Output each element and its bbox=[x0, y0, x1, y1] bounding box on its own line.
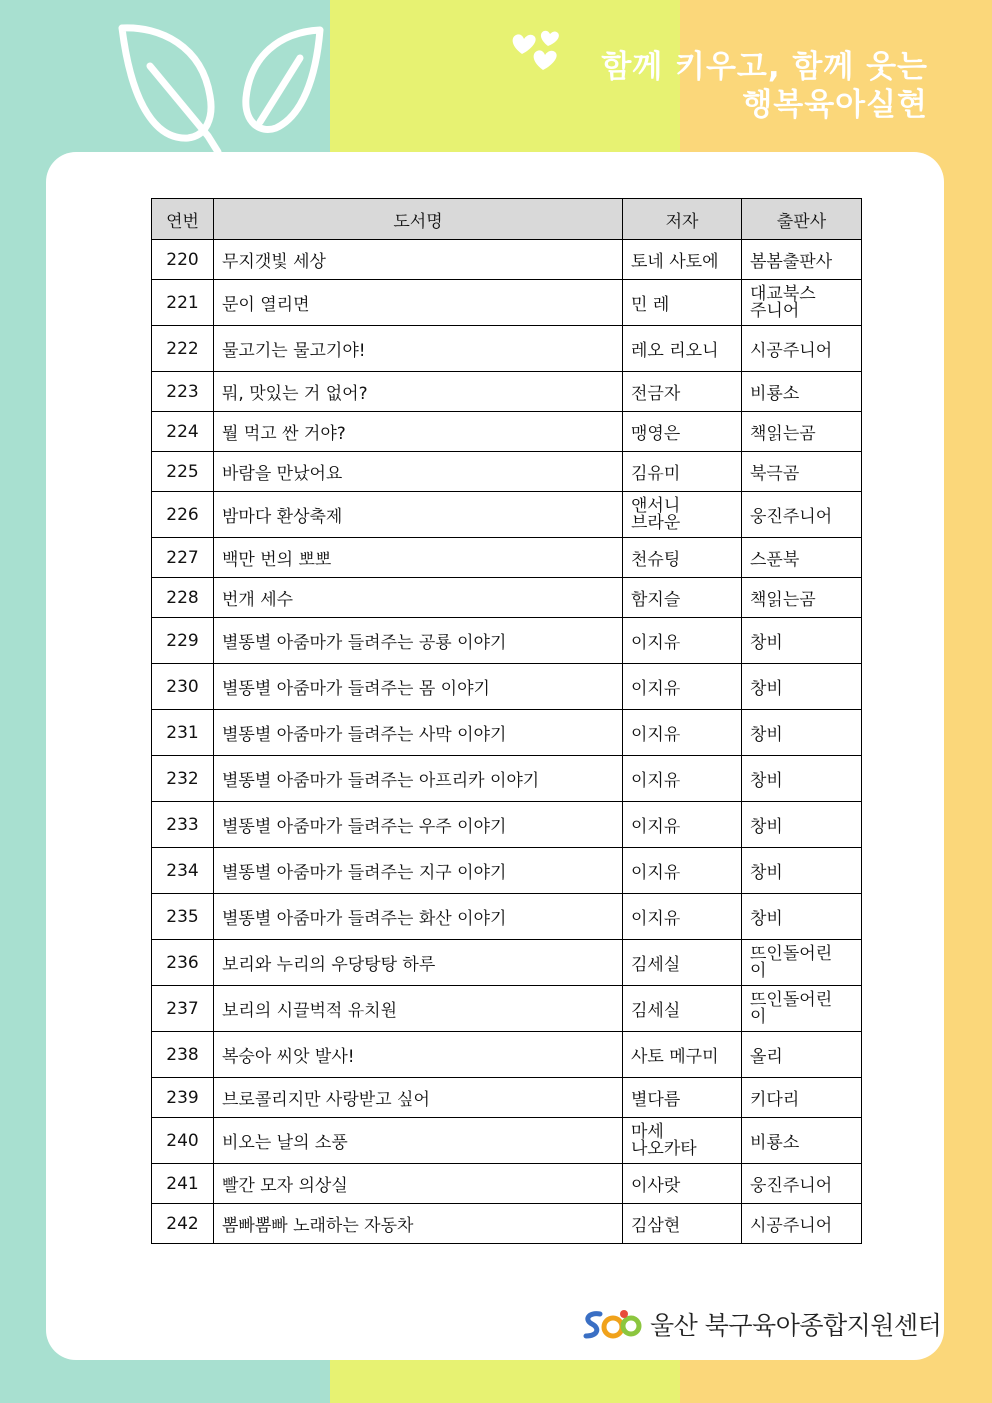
cell-author: 이지유 bbox=[623, 710, 742, 756]
cell-publisher: 올리 bbox=[742, 1032, 862, 1078]
table-row bbox=[152, 756, 862, 802]
cell-number: 233 bbox=[152, 802, 214, 848]
table-row bbox=[152, 492, 862, 538]
cell-title: 비오는 날의 소풍 bbox=[214, 1118, 623, 1164]
cell-publisher: 북극곰 bbox=[742, 452, 862, 492]
cell-number: 237 bbox=[152, 986, 214, 1032]
cell-title: 뽐빠뽐빠 노래하는 자동차 bbox=[214, 1204, 623, 1244]
cell-number: 239 bbox=[152, 1078, 214, 1118]
cell-publisher: 대교북스 주니어 bbox=[742, 280, 862, 326]
column-header-number: 연번 bbox=[152, 199, 214, 240]
cell-publisher: 창비 bbox=[742, 848, 862, 894]
cell-publisher: 뜨인돌어린 이 bbox=[742, 940, 862, 986]
cell-number: 238 bbox=[152, 1032, 214, 1078]
cell-publisher: 시공주니어 bbox=[742, 1204, 862, 1244]
table-row bbox=[152, 618, 862, 664]
table-row bbox=[152, 372, 862, 412]
cell-author: 이사랏 bbox=[623, 1164, 742, 1204]
cell-number: 226 bbox=[152, 492, 214, 538]
cell-title: 뭘 먹고 싼 거야? bbox=[214, 412, 623, 452]
table-row bbox=[152, 1078, 862, 1118]
cell-publisher: 뜨인돌어린 이 bbox=[742, 986, 862, 1032]
cell-publisher: 웅진주니어 bbox=[742, 1164, 862, 1204]
cell-author: 별다름 bbox=[623, 1078, 742, 1118]
cell-author: 김삼현 bbox=[623, 1204, 742, 1244]
cell-publisher: 창비 bbox=[742, 618, 862, 664]
cell-number: 225 bbox=[152, 452, 214, 492]
table-header-row bbox=[152, 199, 862, 240]
cell-author: 이지유 bbox=[623, 756, 742, 802]
cell-title: 뭐, 맛있는 거 없어? bbox=[214, 372, 623, 412]
cell-title: 별똥별 아줌마가 들려주는 우주 이야기 bbox=[214, 802, 623, 848]
table-row bbox=[152, 1118, 862, 1164]
cell-author: 천슈팅 bbox=[623, 538, 742, 578]
table-row bbox=[152, 848, 862, 894]
cell-title: 백만 번의 뽀뽀 bbox=[214, 538, 623, 578]
cell-publisher: 창비 bbox=[742, 894, 862, 940]
cell-publisher: 시공주니어 bbox=[742, 326, 862, 372]
slogan-line2: 행복육아실현 bbox=[742, 87, 928, 123]
cell-number: 232 bbox=[152, 756, 214, 802]
cell-author: 이지유 bbox=[623, 802, 742, 848]
table-row bbox=[152, 664, 862, 710]
cell-publisher: 책읽는곰 bbox=[742, 578, 862, 618]
cell-author: 이지유 bbox=[623, 618, 742, 664]
table-row bbox=[152, 710, 862, 756]
cell-title: 별똥별 아줌마가 들려주는 사막 이야기 bbox=[214, 710, 623, 756]
cell-title: 밤마다 환상축제 bbox=[214, 492, 623, 538]
cell-author: 김세실 bbox=[623, 940, 742, 986]
cell-number: 221 bbox=[152, 280, 214, 326]
table-row bbox=[152, 240, 862, 280]
table-row bbox=[152, 538, 862, 578]
hearts-icon bbox=[508, 26, 572, 74]
cell-number: 228 bbox=[152, 578, 214, 618]
table-row bbox=[152, 894, 862, 940]
cell-author: 전금자 bbox=[623, 372, 742, 412]
cell-title: 별똥별 아줌마가 들려주는 공룡 이야기 bbox=[214, 618, 623, 664]
cell-publisher: 비룡소 bbox=[742, 1118, 862, 1164]
center-logo-icon bbox=[580, 1306, 642, 1342]
table-row bbox=[152, 412, 862, 452]
cell-publisher: 비룡소 bbox=[742, 372, 862, 412]
cell-title: 별똥별 아줌마가 들려주는 아프리카 이야기 bbox=[214, 756, 623, 802]
cell-title: 별똥별 아줌마가 들려주는 화산 이야기 bbox=[214, 894, 623, 940]
book-list-table bbox=[151, 198, 862, 1244]
cell-author: 김유미 bbox=[623, 452, 742, 492]
table-row bbox=[152, 986, 862, 1032]
cell-title: 보리의 시끌벅적 유치원 bbox=[214, 986, 623, 1032]
cell-number: 242 bbox=[152, 1204, 214, 1244]
table-row bbox=[152, 1164, 862, 1204]
leaves-icon bbox=[110, 18, 330, 153]
cell-title: 물고기는 물고기야! bbox=[214, 326, 623, 372]
cell-number: 241 bbox=[152, 1164, 214, 1204]
cell-publisher: 책읽는곰 bbox=[742, 412, 862, 452]
cell-author: 마세 나오카타 bbox=[623, 1118, 742, 1164]
cell-author: 김세실 bbox=[623, 986, 742, 1032]
slogan bbox=[601, 48, 928, 124]
cell-publisher: 스푼북 bbox=[742, 538, 862, 578]
cell-number: 222 bbox=[152, 326, 214, 372]
cell-author: 사토 메구미 bbox=[623, 1032, 742, 1078]
cell-publisher: 창비 bbox=[742, 664, 862, 710]
table-row bbox=[152, 1032, 862, 1078]
cell-number: 224 bbox=[152, 412, 214, 452]
column-header-publisher: 출판사 bbox=[742, 199, 862, 240]
column-header-author: 저자 bbox=[623, 199, 742, 240]
cell-title: 문이 열리면 bbox=[214, 280, 623, 326]
cell-publisher: 창비 bbox=[742, 710, 862, 756]
cell-author: 토네 사토에 bbox=[623, 240, 742, 280]
cell-author: 레오 리오니 bbox=[623, 326, 742, 372]
table-row bbox=[152, 578, 862, 618]
center-name: 울산 북구육아종합지원센터 bbox=[650, 1311, 942, 1340]
cell-number: 229 bbox=[152, 618, 214, 664]
cell-title: 바람을 만났어요 bbox=[214, 452, 623, 492]
cell-author: 맹영은 bbox=[623, 412, 742, 452]
cell-publisher: 창비 bbox=[742, 756, 862, 802]
table-row bbox=[152, 802, 862, 848]
cell-publisher: 창비 bbox=[742, 802, 862, 848]
cell-number: 235 bbox=[152, 894, 214, 940]
table-row bbox=[152, 280, 862, 326]
cell-author: 이지유 bbox=[623, 848, 742, 894]
table-row bbox=[152, 452, 862, 492]
cell-number: 240 bbox=[152, 1118, 214, 1164]
cell-title: 빨간 모자 의상실 bbox=[214, 1164, 623, 1204]
table-row bbox=[152, 1204, 862, 1244]
cell-publisher: 봄봄출판사 bbox=[742, 240, 862, 280]
cell-title: 복숭아 씨앗 발사! bbox=[214, 1032, 623, 1078]
cell-author: 함지슬 bbox=[623, 578, 742, 618]
cell-publisher: 키다리 bbox=[742, 1078, 862, 1118]
cell-author: 앤서니 브라운 bbox=[623, 492, 742, 538]
cell-number: 234 bbox=[152, 848, 214, 894]
footer-logo bbox=[580, 1306, 941, 1342]
cell-title: 번개 세수 bbox=[214, 578, 623, 618]
cell-number: 231 bbox=[152, 710, 214, 756]
cell-title: 무지갯빛 세상 bbox=[214, 240, 623, 280]
table-row bbox=[152, 326, 862, 372]
cell-number: 230 bbox=[152, 664, 214, 710]
cell-title: 별똥별 아줌마가 들려주는 몸 이야기 bbox=[214, 664, 623, 710]
table-row bbox=[152, 940, 862, 986]
slogan-line1: 함께 키우고, 함께 웃는 bbox=[601, 49, 928, 85]
cell-author: 이지유 bbox=[623, 894, 742, 940]
cell-author: 이지유 bbox=[623, 664, 742, 710]
cell-number: 236 bbox=[152, 940, 214, 986]
cell-title: 별똥별 아줌마가 들려주는 지구 이야기 bbox=[214, 848, 623, 894]
cell-title: 브로콜리지만 사랑받고 싶어 bbox=[214, 1078, 623, 1118]
cell-number: 220 bbox=[152, 240, 214, 280]
cell-title: 보리와 누리의 우당탕탕 하루 bbox=[214, 940, 623, 986]
cell-publisher: 웅진주니어 bbox=[742, 492, 862, 538]
cell-number: 223 bbox=[152, 372, 214, 412]
cell-number: 227 bbox=[152, 538, 214, 578]
column-header-title: 도서명 bbox=[214, 199, 623, 240]
cell-author: 민 레 bbox=[623, 280, 742, 326]
